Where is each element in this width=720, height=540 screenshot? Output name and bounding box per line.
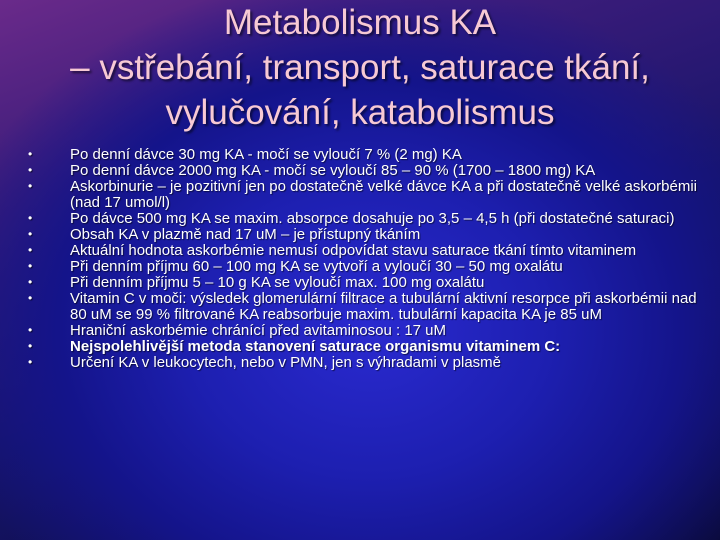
bullet-item: [0, 227, 720, 243]
bullet-icon: •: [28, 147, 33, 161]
bullet-text: Určení KA v leukocytech, nebo v PMN, jen s výhradami v plasmě: [70, 354, 502, 372]
bullet-item: [0, 147, 720, 163]
bullet-text: Po denní dávce 30 mg KA - močí se vyloučí 7 % (2 mg) KA: [70, 146, 462, 163]
bullet-text: Po dávce 500 mg KA se maxim. absorpce dosahuje po 3,5 – 4,5 h (při dostatečné saturaci): [70, 209, 675, 227]
slide-title: [0, 0, 720, 135]
bullet-icon: •: [28, 275, 33, 290]
bullet-item: [0, 323, 720, 339]
bullet-list: [0, 147, 720, 371]
bullet-item: [0, 211, 720, 227]
bullet-icon: •: [28, 355, 33, 370]
slide-title-line-3: vylučování, katabolismus: [165, 93, 555, 132]
bullet-icon: •: [28, 259, 33, 274]
bullet-item: [0, 259, 720, 275]
bullet-icon: •: [28, 179, 33, 194]
bullet-icon: •: [28, 226, 33, 241]
slide-title-line-2: – vstřebání, transport, saturace tkání,: [70, 48, 650, 87]
bullet-icon: •: [28, 322, 33, 337]
bullet-text: Askorbinurie – je pozitivní jen po dostatečně velké dávce KA a při dostatečně velké askorbémii (nad 17 umol/l): [70, 178, 698, 211]
bullet-icon: •: [28, 338, 33, 353]
bullet-item: [0, 243, 720, 259]
bullet-text: Při denním příjmu 5 – 10 g KA se vyloučí max. 100 mg oxalátu: [70, 274, 485, 292]
bullet-item: [0, 179, 720, 210]
bullet-text: Hraniční askorbémie chránící před avitaminosou : 17 uM: [70, 321, 447, 339]
bullet-text: Při denním příjmu 60 – 100 mg KA se vytvoří a vyloučí 30 – 50 mg oxalátu: [70, 258, 563, 276]
bullet-text: Po denní dávce 2000 mg KA - močí se vyloučí 85 – 90 % (1700 – 1800 mg) KA: [70, 162, 596, 180]
slide-title-line-1: Metabolismus KA: [223, 3, 497, 42]
bullet-icon: •: [28, 291, 33, 306]
bullet-icon: •: [28, 210, 33, 225]
bullet-icon: •: [28, 163, 33, 178]
bullet-text: Obsah KA v plazmě nad 17 uM – je přístupný tkáním: [70, 225, 421, 243]
bullet-item: [0, 355, 720, 371]
bullet-item: [0, 291, 720, 322]
bullet-icon: •: [28, 242, 33, 257]
bullet-item: [0, 275, 720, 291]
bullet-text: Aktuální hodnota askorbémie nemusí odpovídat stavu saturace tkání tímto vitaminem: [70, 241, 637, 259]
bullet-item: [0, 163, 720, 179]
bullet-item: [0, 339, 720, 355]
bullet-text: Nejspolehlivější metoda stanovení saturace organismu vitaminem C:: [70, 337, 561, 355]
bullet-text: Vitamin C v moči: výsledek glomerulární filtrace a tubulární aktivní resorpce při askorbémii nad 80 uM se 99 % filtrované KA reabsorbuje maxim. tubulární kapacita KA je 85 uM: [70, 290, 697, 323]
